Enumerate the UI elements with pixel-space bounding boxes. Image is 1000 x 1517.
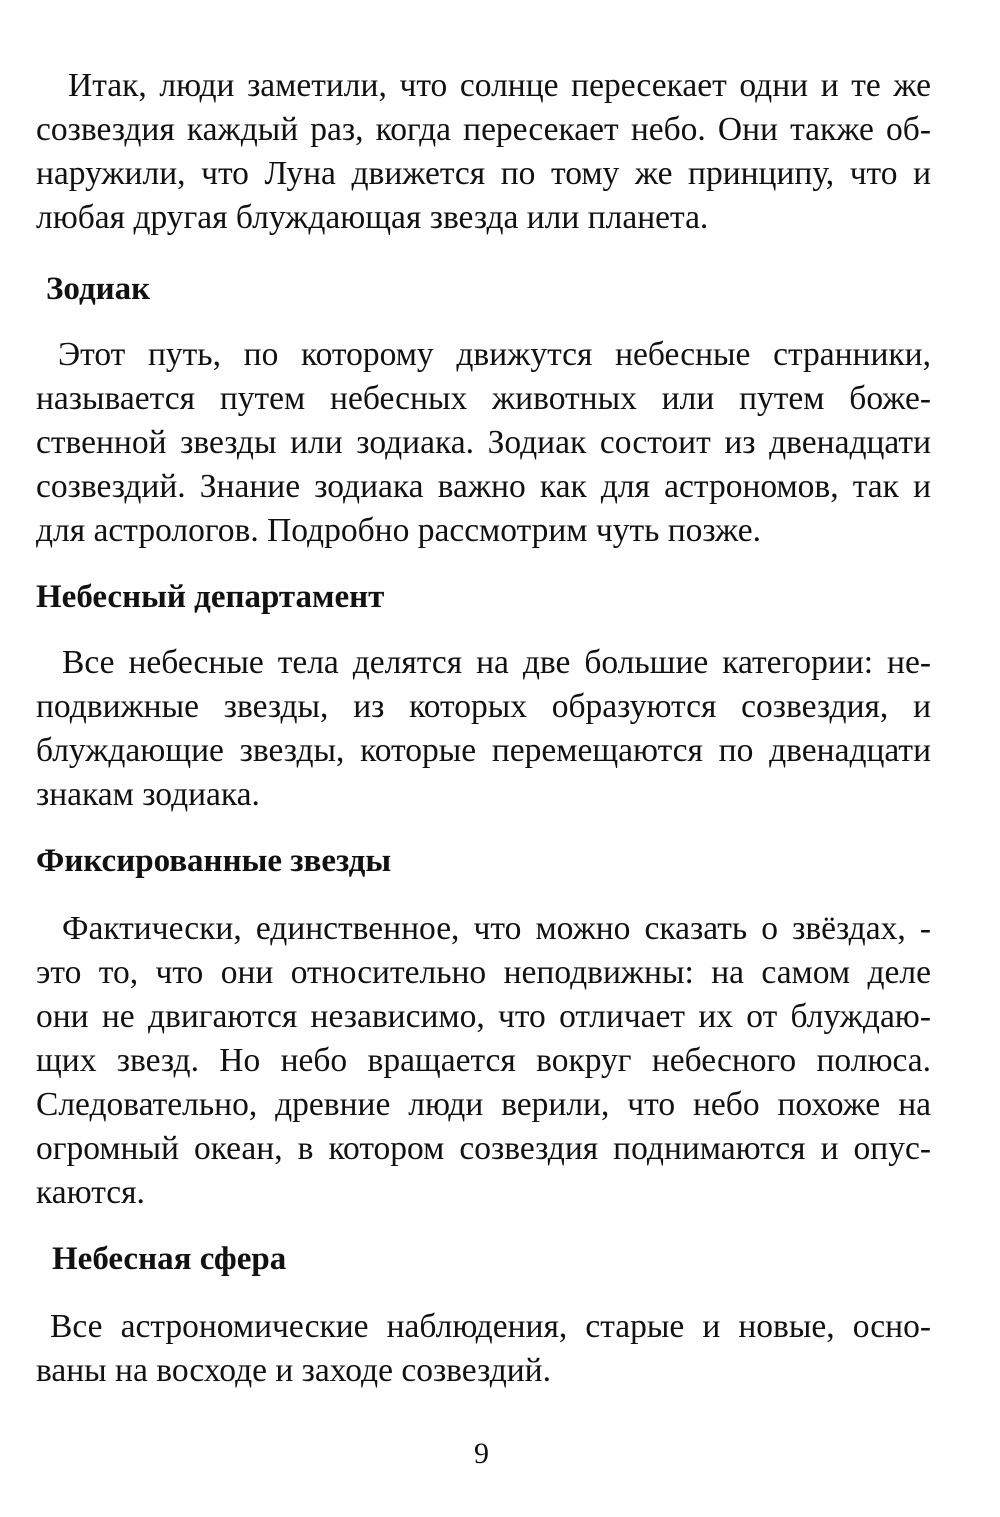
paragraph-2-line-5: для астрологов. Подробно рассмотрим чуть позже.	[36, 512, 762, 549]
paragraph-4-line-4: щих звезд. Но небо вращается вокруг небесного полюса.	[36, 1042, 931, 1079]
paragraph-2-line-1: Этот путь, по которому движутся небесные странники,	[58, 336, 931, 373]
paragraph-1-line-2: созвездия каждый раз, когда пересекает небо. Они также об-	[36, 111, 931, 148]
heading-zodiac: Зодиак	[46, 271, 151, 307]
paragraph-3-line-3: блуждающие звезды, которые перемещаются по двенадцати	[36, 732, 931, 769]
heading-fixed-stars: Фиксированные звезды	[36, 843, 392, 879]
paragraph-3-line-4: знакам зодиака.	[36, 776, 260, 813]
paragraph-2-line-3: ственной звезды или зодиака. Зодиак состоит из двенадцати	[36, 424, 931, 461]
paragraph-5-line-1: Все астрономические наблюдения, старые и новые, осно-	[50, 1308, 931, 1345]
paragraph-3-line-1: Все небесные тела делятся на две большие категории: не-	[62, 644, 931, 681]
paragraph-3-line-2: подвижные звезды, из которых образуются созвездия, и	[36, 688, 931, 725]
heading-celestial-department: Небесный департамент	[36, 579, 385, 615]
paragraph-1-line-1: Итак, люди заметили, что солнце пересекает одни и те же	[68, 67, 931, 104]
paragraph-4-line-3: они не двигаются независимо, что отличает их от блуждаю-	[36, 998, 931, 1035]
paragraph-5-line-2: ваны на восходе и заходе созвездий.	[36, 1352, 551, 1389]
paragraph-4-line-7: каются.	[36, 1174, 145, 1211]
heading-celestial-sphere: Небесная сфера	[52, 1241, 287, 1277]
paragraph-2-line-2: называется путем небесных животных или путем боже-	[36, 380, 931, 417]
page-number: 9	[474, 1437, 489, 1470]
paragraph-2-line-4: созвездий. Знание зодиака важно как для астрономов, так и	[36, 468, 931, 505]
paragraph-4-line-6: огромный океан, в котором созвездия поднимаются и опус-	[36, 1130, 931, 1167]
paragraph-1-line-4: любая другая блуждающая звезда или планета.	[36, 199, 709, 236]
paragraph-1-line-3: наружили, что Луна движется по тому же принципу, что и	[36, 155, 931, 192]
paragraph-4-line-2: это то, что они относительно неподвижны: на самом деле	[36, 954, 931, 991]
paragraph-4-line-1: Фактически, единственное, что можно сказать о звёздах, -	[62, 910, 931, 947]
paragraph-4-line-5: Следовательно, древние люди верили, что небо похоже на	[36, 1086, 931, 1123]
